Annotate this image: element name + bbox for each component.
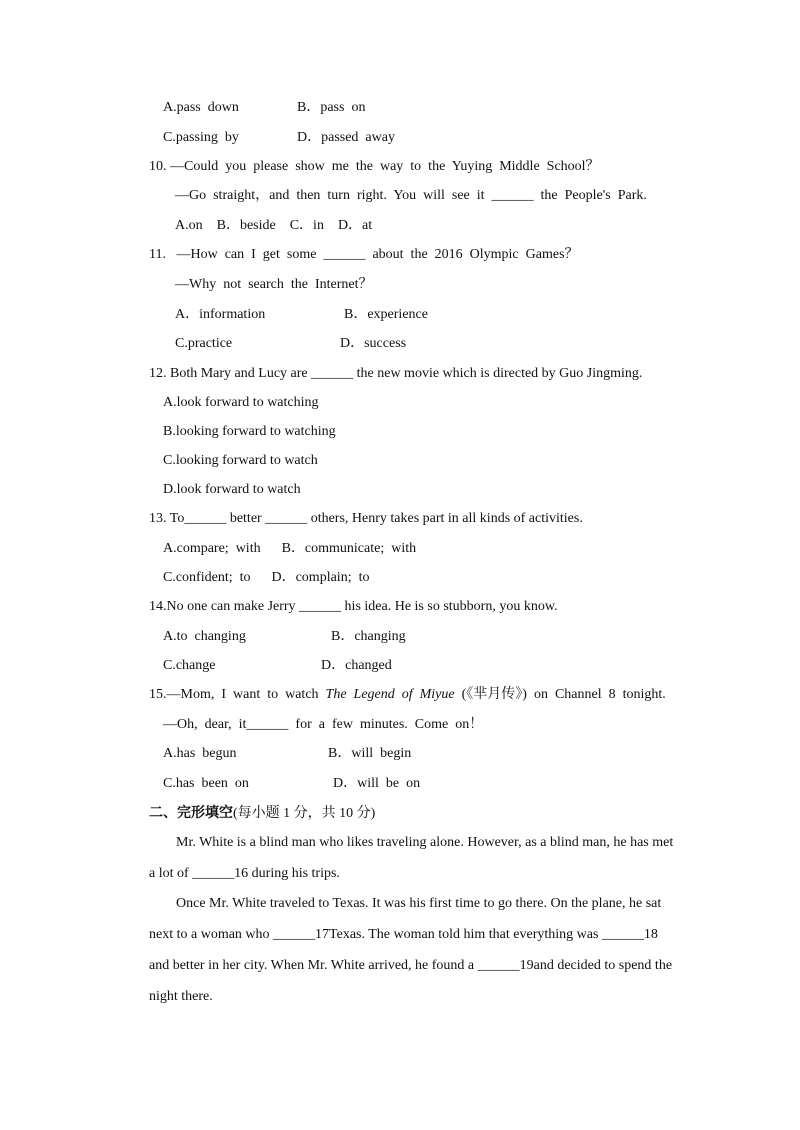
passage-p2-line4: night there. xyxy=(149,989,213,1004)
q15-option-b: B．will begin xyxy=(328,746,412,761)
q15-option-c: C.has been on xyxy=(163,776,249,791)
q11-option-d: D．success xyxy=(340,336,407,351)
q15-stem-pre: 15.—Mom, I want to watch xyxy=(149,687,326,702)
q15-movie-title: The Legend of Miyue xyxy=(325,687,455,702)
q13-options-ab: A.compare; with B．communicate; with xyxy=(163,541,417,556)
q15-stem-post: (《芈月传》) on Channel 8 tonight. xyxy=(454,687,666,702)
q11-option-a: A．information xyxy=(175,307,266,322)
q14-option-b: B．changing xyxy=(331,629,406,644)
q13-stem: 13. To______ better ______ others, Henry takes part in all kinds of activities. xyxy=(149,511,583,526)
section-title: 二、完形填空 xyxy=(149,805,233,821)
q13-options-cd: C.confident; to D．complain; to xyxy=(163,570,370,585)
q10-options: A.on B．beside C．in D．at xyxy=(175,218,373,233)
passage-p1-line2: a lot of ______16 during his trips. xyxy=(149,866,340,881)
q10-stem: 10. —Could you please show me the way to the Yuying Middle School？ xyxy=(149,159,600,174)
section-note: (每小题 1 分，共 10 分) xyxy=(233,806,376,821)
q9-option-a: A.pass down xyxy=(163,100,239,115)
q12-option-d: D.look forward to watch xyxy=(163,482,301,497)
q12-option-a: A.look forward to watching xyxy=(163,395,319,410)
q12-option-c: C.looking forward to watch xyxy=(163,453,318,468)
q11-option-c: C.practice xyxy=(175,336,233,351)
q15-stem xyxy=(149,686,666,704)
q9-option-b: B．pass on xyxy=(297,100,366,115)
q9-option-c: C.passing by xyxy=(163,130,239,145)
q11-option-b: B．experience xyxy=(344,307,428,322)
q10-answer: —Go straight，and then turn right. You will see it ______ the People's Park. xyxy=(175,188,647,203)
passage-p2-line1: Once Mr. White traveled to Texas. It was his first time to go there. On the plane, he sat xyxy=(176,896,662,911)
q14-option-d: D．changed xyxy=(321,658,392,673)
passage-p2-line3: and better in her city. When Mr. White arrived, he found a ______19and decided to spend the xyxy=(149,958,673,973)
q12-stem: 12. Both Mary and Lucy are ______ the new movie which is directed by Guo Jingming. xyxy=(149,366,643,381)
q14-option-a: A.to changing xyxy=(163,629,246,644)
passage-p2-line2: next to a woman who ______17Texas. The woman told him that everything was ______18 xyxy=(149,927,658,942)
q11-stem: 11. —How can I get some ______ about the 2016 Olympic Games？ xyxy=(149,247,579,262)
q11-answer: —Why not search the Internet？ xyxy=(175,277,373,292)
q12-option-b: B.looking forward to watching xyxy=(163,424,336,439)
q15-option-d: D．will be on xyxy=(333,776,421,791)
section-heading xyxy=(149,804,375,823)
q14-stem: 14.No one can make Jerry ______ his idea. He is so stubborn, you know. xyxy=(149,599,558,614)
q14-option-c: C.change xyxy=(163,658,216,673)
q9-option-d: D．passed away xyxy=(297,130,395,145)
passage-p1-line1: Mr. White is a blind man who likes traveling alone. However, as a blind man, he has met xyxy=(176,835,674,850)
q15-option-a: A.has begun xyxy=(163,746,237,761)
q15-answer: —Oh, dear, it______ for a few minutes. Come on！ xyxy=(163,717,484,732)
